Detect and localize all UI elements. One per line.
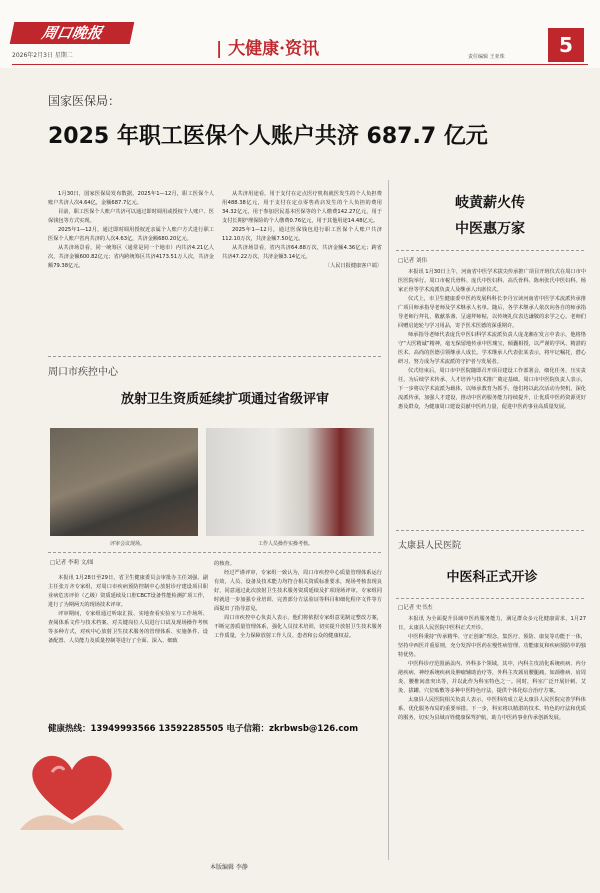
tcm-byline: □记者 刘伟 [398, 258, 427, 264]
cdc-paragraph: 的核查。 [214, 561, 235, 567]
taikang-body [398, 615, 586, 723]
lead-headline-block [48, 82, 578, 182]
dash-divider [48, 552, 382, 553]
taikang-byline: □记者 史书杰 [398, 605, 433, 611]
newspaper-logo: 周口晚报 [10, 22, 135, 44]
cdc-paragraph: 评审期间，专家组通过听取汇报、实地查看实验室与工作场所、查阅体系文件与技术档案、对关键岗位人员进行口试及现场操作考核等多种方式，对疾中心放射卫生技术服务的管理体系、实施条件、设备配置、人员能力及质量控制等进行了全面、深入、细致 [48, 611, 208, 644]
cdc-paragraph: 周口市疾控中心负责人表示，他们将依据专家组意见制定整改方案，不断完善质量管理体系，强化人员技术培训，切实提升放射卫生技术服务工作质量，全力保障放射工作人员、患者和公众的健康权益。 [214, 615, 382, 639]
tcm-headline-line1: 岐黄薪火传 [455, 195, 525, 211]
dash-divider [396, 250, 586, 251]
lead-column-2 [222, 190, 382, 271]
taikang-paragraph: 中医科秉持“传承精华、守正创新”理念，集医疗、预防、康复等功能于一体，坚持中西医并重原则，充分发挥中医药在慢性病管理、功能康复和疾病预防中的独特优势。 [398, 634, 586, 658]
responsible-editor: 责任编辑 王亚珠 [468, 54, 505, 60]
cdc-paragraph: 本报讯 1月28日至29日，省卫生健康委员会审批办主任刘强、副主任张万齐专家组，对周口市疾病预防控制中心放射诊疗建设项目职业病危害评价（乙级）资质延续及口腔CBCT设备性能检测扩项工作，进行了为期两天的现场技术评审。 [48, 575, 208, 608]
lead-paragraph: 2025年1—12月，通过即时调用授权近亲属个人账户方式进行职工医保个人账户省内共济的人次4.63亿，共济金额680.20亿元。 [48, 227, 214, 242]
dash-divider [48, 356, 382, 357]
practical-assessment-photo [206, 428, 374, 536]
dash-divider [396, 598, 586, 599]
cdc-column-2 [214, 560, 382, 641]
cdc-byline: □记者 李莉 文/图 [50, 560, 94, 566]
page-number: 5 [548, 28, 584, 62]
tcm-headline-line2: 中医惠万家 [455, 221, 525, 237]
lead-paragraph: 1月30日，国家医保局发布数据，2025年1—12月，职工医保个人账户共济人次4.64亿，金额687.7亿元。 [48, 191, 214, 206]
photo1-caption: 评审会议现场。 [110, 541, 146, 547]
page-editor: 本版编辑 李静 [210, 864, 248, 871]
lead-paragraph: 从共济用途看，用于支付在定点医疗机构就医发生的个人负担费用488.38亿元，用于支付在定点零售药店发生的个人负担的费用34.32亿元，用于参加居民基本医保等的个人缴费142.27亿元，用于支付长期护理保险的个人缴费0.76亿元，用于其他用途14.48亿元。 [222, 191, 382, 224]
photo2-caption: 工作人员操作实操考核。 [258, 541, 314, 547]
taikang-paragraph: 太康县人民医院相关负责人表示，中医科的成立是太康县人民医院完善学科体系、优化服务布局的重要举措。下一步，科室将以精湛的技术、特色的疗法和优质的服务，切实为县域百姓健康保驾护航，助力中医药事业传承创新发展。 [398, 697, 586, 721]
issue-date: 2026年2月3日 星期二 [12, 52, 73, 59]
taikang-paragraph: 中医科诊疗范围涵盖内、外科多个领域，其中，内科主攻消化系统疾病、内分泌疾病、神经系统疾病及肿瘤辅助治疗等，外科主攻颈肩腰腿痛，如颈椎病、肩周炎、腰椎间盘突出等，并以此作为科室特色之一。同时，科室广泛开展针刺、艾灸、拔罐、穴位贴敷等多种中医特色疗法，提供个体化综合治疗方案。 [398, 661, 586, 694]
lead-credit: 〔人民日报健康客户端〕 [324, 263, 382, 269]
cdc-paragraph: 经过严谨评审，专家组一致认为，周口市疾控中心质量管理体系运行有效，人员、设备及技术能力均符合相关资质标准要求，现场考核表现良好，同意通过此次放射卫生技术服务资质延续及扩项现场评审。专家组同时就进一步加强专业培训、完善部分方法验证等科目和细化程序文件等方面提出了指导意见。 [214, 570, 382, 612]
tcm-paragraph: 仪式上，市卫生健康委中医药发展科科长李丹宣读河南省中医学术流派传承推广项目师承指导老师及学术继承人名单。随后，各学术继承人依次向各自的师承指导老师行拜礼、敬献茶盏、呈递拜师帖，以传统礼仪表达谦敬的求学之心。老师们回赠启迪轮与学习用品，寄予医术医德的深重期许。 [398, 296, 586, 329]
section-title: | 大健康·资讯 [216, 39, 320, 59]
lead-headline: 2025 年职工医保个人账户共济 687.7 亿元 [48, 124, 488, 149]
lead-paragraph: 从共济场景看，同一统筹区（通常是同一个地市）内共济4.21亿人次，共济金额600.82亿元；省内跨统筹区共济4173.51万人次，共济金额79.38亿元。 [48, 245, 214, 269]
dash-divider [396, 530, 586, 531]
tcm-body [398, 268, 586, 412]
cdc-headline: 放射卫生资质延续扩项通过省级评审 [120, 392, 329, 407]
lead-paragraph: 2025年1—12月，通过医保钱包进行职工医保个人账户共济112.10万次，共济金额7.50亿元。 [222, 227, 382, 242]
tcm-paragraph: 本报讯 1月30日上午，河南省中医学术拔尖传承推广项目开班仪式在周口市中医医院举行。周口市税氏骨科、庞氏中医妇科、高氏骨科、陈州张氏中医妇科、杨家正骨等学术流派负责人及继承人出席仪式。 [398, 269, 586, 293]
tcm-paragraph: 师承指导老师代表庞氏中医妇科学术流派负责人庞龙湘在发言中表示，他将恪守“大医精诚”精神，毫无保留地传承中医瑰宝，倾囊相授，以严谨的学风、精湛的医术、高尚的医德引领继承人成长。学术继承人代表张某表示，将牢记嘱托，潜心研习，努力成为学术流派的守护者与发展者。 [398, 332, 586, 365]
taikang-paragraph: 本报讯 为全面提升县域中医药服务能力，满足群众多元化健康需求，1月27日，太康县人民医院中医科正式开诊。 [398, 616, 586, 631]
tcm-headline [395, 190, 585, 242]
tcm-paragraph: 仪式结束后，周口市中医院随即召开项目建设工作部署会，细化任务，压实责任，为后续学术传承、人才培养与技术推广奠定基础。周口市中医院负责人表示，下一步将以学术流派为载体，以师承教育为抓手，他们将以此次活动为契机，深化流派传承，加强人才建设，推动中医药服务能力持续提升，让优质中医药资源更好惠及群众，为健康周口建设贡献中医药力量，促进中医药事业高质量发展。 [398, 368, 586, 410]
cdc-column-1 [48, 574, 208, 646]
header-divider [12, 64, 588, 65]
cdc-kicker: 周口市疾控中心 [48, 367, 118, 378]
column-divider [388, 180, 389, 860]
review-meeting-photo [50, 428, 198, 536]
lead-paragraph: 目前，职工医保个人账户共济可以通过即时调用或授权个人账户、医保钱包等方式实现。 [48, 209, 214, 224]
lead-column-1 [48, 190, 214, 271]
health-hotline: 健康热线：13949993566 13592285505 电子信箱：zkrbwsb@126.com [48, 724, 359, 734]
taikang-headline: 中医科正式开诊 [446, 570, 538, 585]
lead-kicker: 国家医保局： [48, 94, 121, 108]
lead-paragraph: 从共济场景看，省内共济64.88万次，共济金额4.36亿元；跨省共济47.22万次，共济金额3.14亿元。 [222, 245, 382, 260]
taikang-kicker: 太康县人民医院 [398, 541, 462, 551]
heart-hands-illustration [12, 742, 132, 832]
